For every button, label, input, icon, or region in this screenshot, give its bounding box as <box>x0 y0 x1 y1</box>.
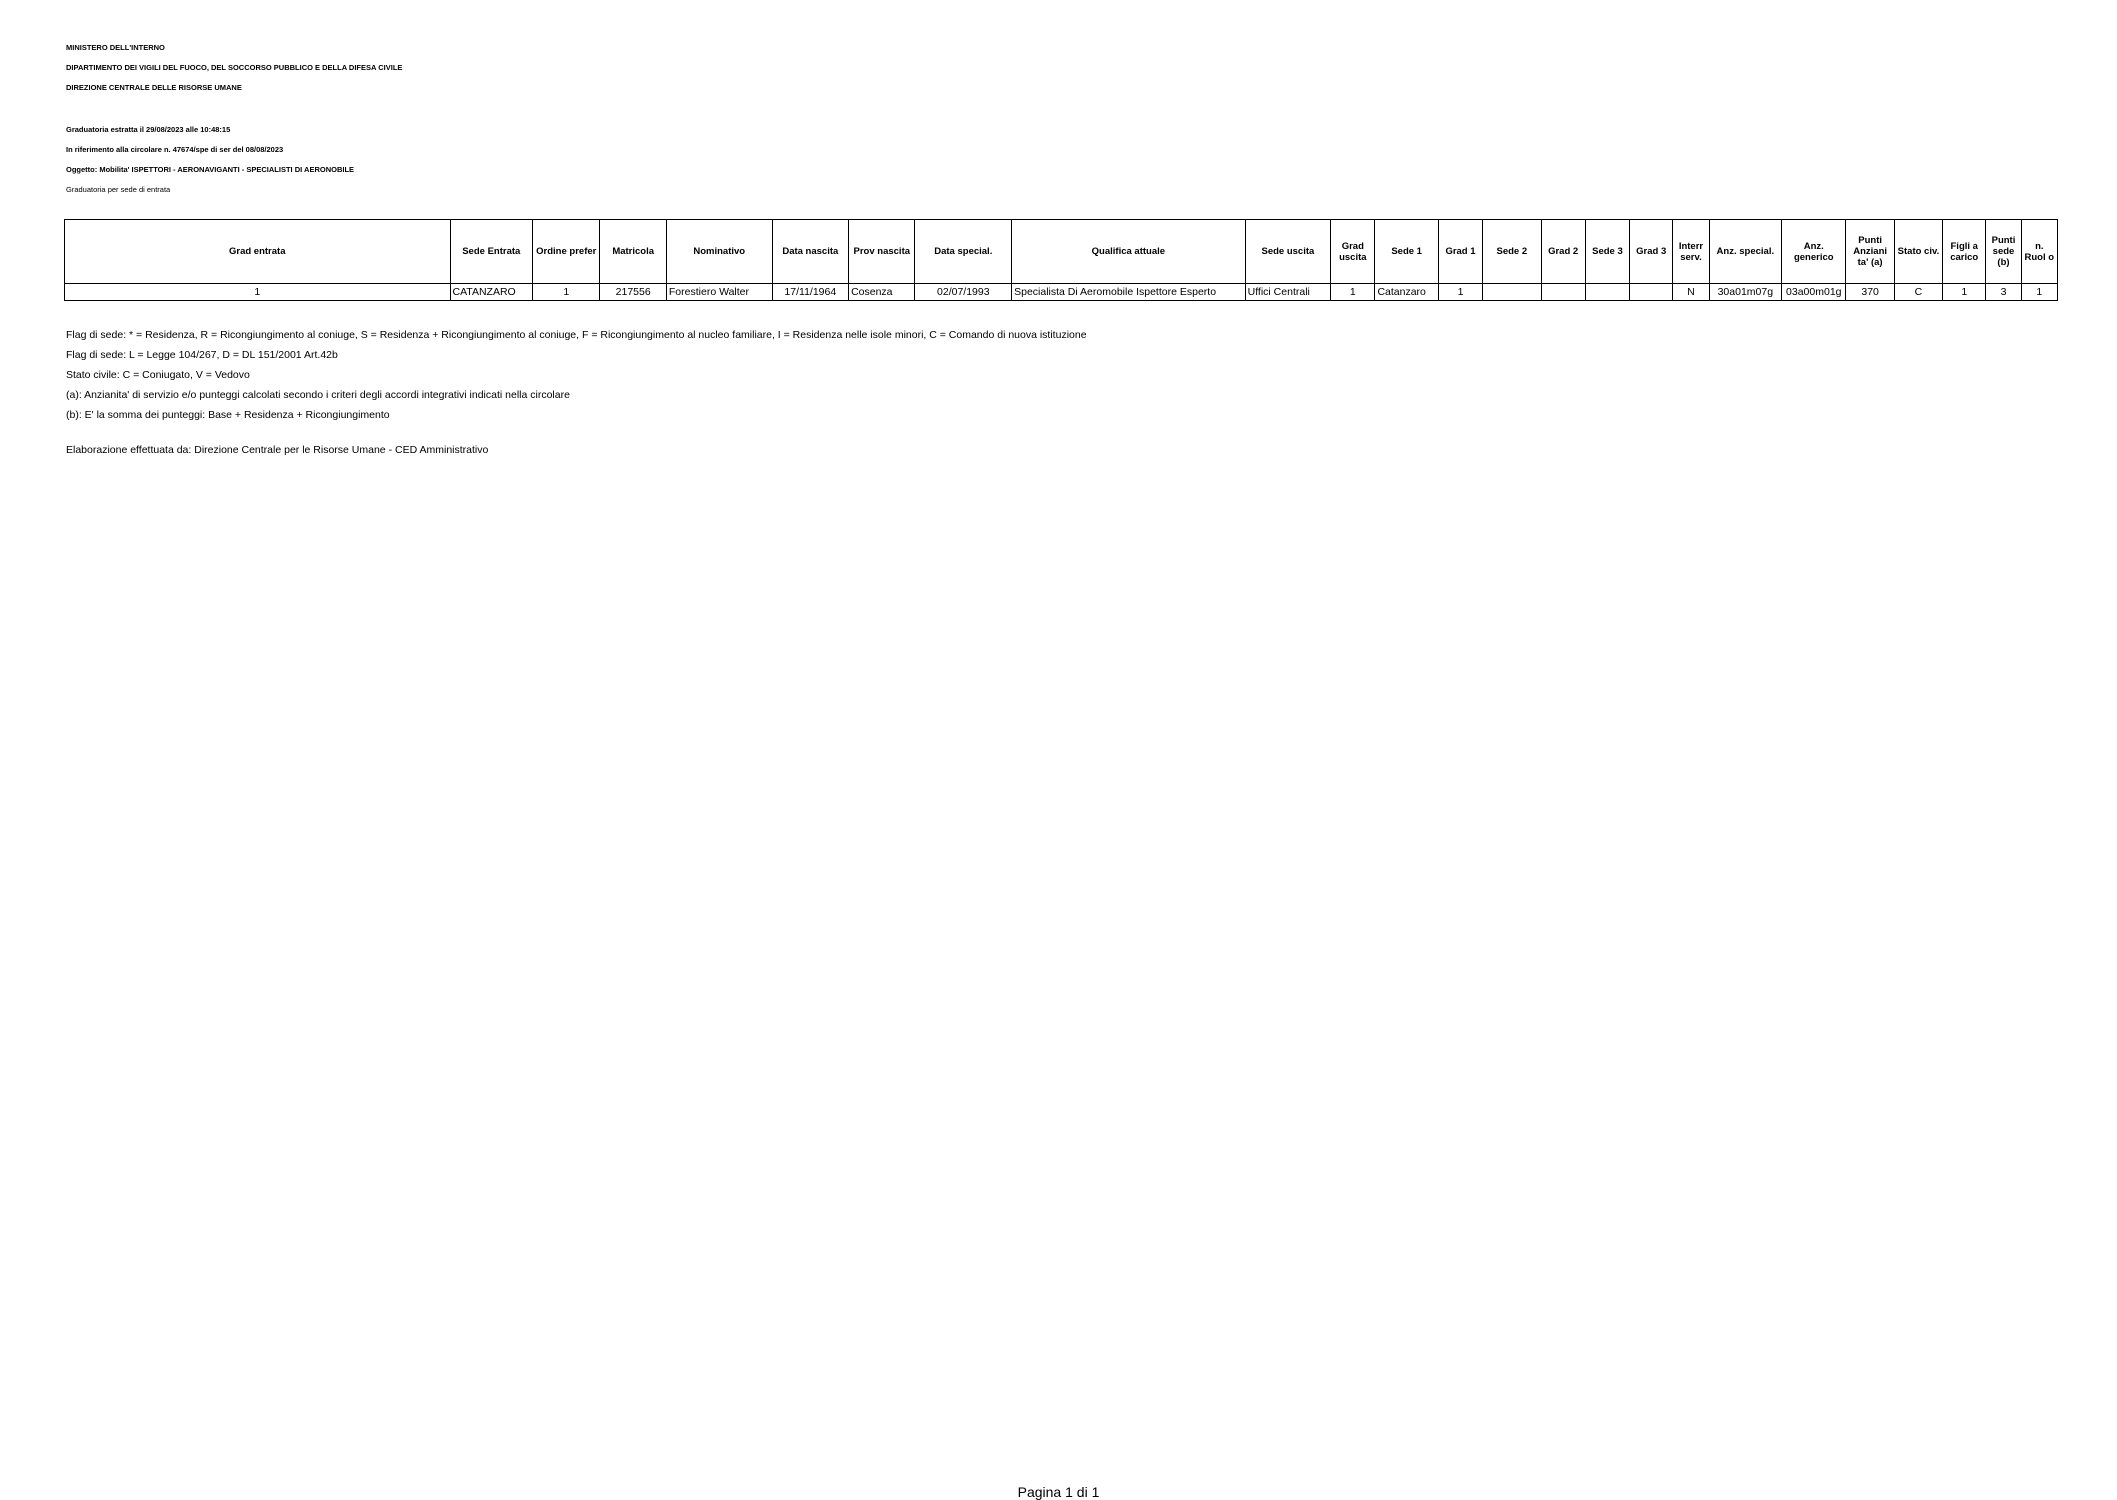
col-anz-generico: Anz. generico <box>1782 220 1846 284</box>
note-b: (b): E' la somma dei punteggi: Base + Residenza + Ricongiungimento <box>66 409 390 421</box>
cell-data-nascita: 17/11/1964 <box>772 284 848 301</box>
cell-sede-2 <box>1483 284 1541 301</box>
generation-timestamp: Graduatoria estratta il 29/08/2023 alle 10:48:15 <box>66 125 231 134</box>
cell-grad-3 <box>1630 284 1673 301</box>
cell-sede-uscita: Uffici Centrali <box>1245 284 1331 301</box>
cell-punti-sede: 3 <box>1986 284 2021 301</box>
ranking-table <box>64 219 2058 301</box>
col-data-nascita: Data nascita <box>772 220 848 284</box>
cell-grad-2 <box>1541 284 1585 301</box>
note-stato-civile: Stato civile: C = Coniugato, V = Vedovo <box>66 369 250 381</box>
ranking-type: Graduatoria per sede di entrata <box>66 185 171 194</box>
cell-ordine-prefer: 1 <box>533 284 600 301</box>
col-sede-uscita: Sede uscita <box>1245 220 1331 284</box>
cell-sede-1: Catanzaro <box>1375 284 1438 301</box>
subject-line: Oggetto: Mobilita' ISPETTORI - AERONAVIGANTI - SPECIALISTI DI AERONOBILE <box>66 165 355 174</box>
col-grad-1: Grad 1 <box>1438 220 1482 284</box>
col-qualifica-attuale: Qualifica attuale <box>1012 220 1246 284</box>
col-grad-3: Grad 3 <box>1630 220 1673 284</box>
cell-sede-entrata: CATANZARO <box>450 284 533 301</box>
cell-prov-nascita: Cosenza <box>849 284 915 301</box>
cell-grad-uscita: 1 <box>1331 284 1375 301</box>
col-sede-3: Sede 3 <box>1585 220 1629 284</box>
cell-interr-serv: N <box>1673 284 1709 301</box>
col-n-ruolo: n. Ruol o <box>2021 220 2057 284</box>
department-name: DIPARTIMENTO DEI VIGILI DEL FUOCO, DEL SOCCORSO PUBBLICO E DELLA DIFESA CIVILE <box>66 63 403 72</box>
document-header <box>66 38 402 200</box>
cell-anz-special: 30a01m07g <box>1709 284 1781 301</box>
col-sede-entrata: Sede Entrata <box>450 220 533 284</box>
legend-notes <box>66 325 1087 460</box>
note-flag-sede-1: Flag di sede: * = Residenza, R = Ricongiungimento al coniuge, S = Residenza + Ricongiungimento al coniuge, F = Ricongiungimento al nucleo familiare, I = Residenza nelle isole minori, C = Comando di nuova istituzione <box>66 329 1087 341</box>
cell-anz-generico: 03a00m01g <box>1782 284 1846 301</box>
col-punti-anzianita: Punti Anziani ta' (a) <box>1846 220 1894 284</box>
col-ordine-prefer: Ordine prefer <box>533 220 600 284</box>
note-flag-sede-2: Flag di sede: L = Legge 104/267, D = DL 151/2001 Art.42b <box>66 349 338 361</box>
cell-punti-anzianita: 370 <box>1846 284 1894 301</box>
col-sede-2: Sede 2 <box>1483 220 1541 284</box>
col-grad-entrata: Grad entrata <box>65 220 451 284</box>
note-a: (a): Anzianita' di servizio e/o punteggi calcolati secondo i criteri degli accordi integrativi indicati nella circolare <box>66 389 570 401</box>
table-header-row <box>65 220 2058 284</box>
cell-stato-civ: C <box>1894 284 1942 301</box>
col-grad-uscita: Grad uscita <box>1331 220 1375 284</box>
col-figli-carico: Figli a carico <box>1943 220 1986 284</box>
cell-data-special: 02/07/1993 <box>915 284 1012 301</box>
cell-sede-3 <box>1585 284 1629 301</box>
col-interr-serv: Interr serv. <box>1673 220 1709 284</box>
col-sede-1: Sede 1 <box>1375 220 1438 284</box>
directorate-name: DIREZIONE CENTRALE DELLE RISORSE UMANE <box>66 83 242 92</box>
cell-nominativo: Forestiero Walter <box>666 284 772 301</box>
col-anz-special: Anz. special. <box>1709 220 1781 284</box>
ministry-name: MINISTERO DELL'INTERNO <box>66 43 165 52</box>
note-elaboration: Elaborazione effettuata da: Direzione Centrale per le Risorse Umane - CED Amministrativo <box>66 444 489 456</box>
cell-matricola: 217556 <box>600 284 666 301</box>
cell-n-ruolo: 1 <box>2021 284 2057 301</box>
col-punti-sede: Punti sede (b) <box>1986 220 2021 284</box>
table-row <box>65 284 2058 301</box>
circular-reference: In riferimento alla circolare n. 47674/spe di ser del 08/08/2023 <box>66 145 284 154</box>
cell-qualifica-attuale: Specialista Di Aeromobile Ispettore Esperto <box>1012 284 1246 301</box>
col-nominativo: Nominativo <box>666 220 772 284</box>
col-prov-nascita: Prov nascita <box>849 220 915 284</box>
cell-grad-1: 1 <box>1438 284 1482 301</box>
col-stato-civ: Stato civ. <box>1894 220 1942 284</box>
cell-figli-carico: 1 <box>1943 284 1986 301</box>
col-matricola: Matricola <box>600 220 666 284</box>
cell-grad-entrata: 1 <box>65 284 451 301</box>
page-number: Pagina 1 di 1 <box>1017 1484 1100 1500</box>
col-grad-2: Grad 2 <box>1541 220 1585 284</box>
col-data-special: Data special. <box>915 220 1012 284</box>
